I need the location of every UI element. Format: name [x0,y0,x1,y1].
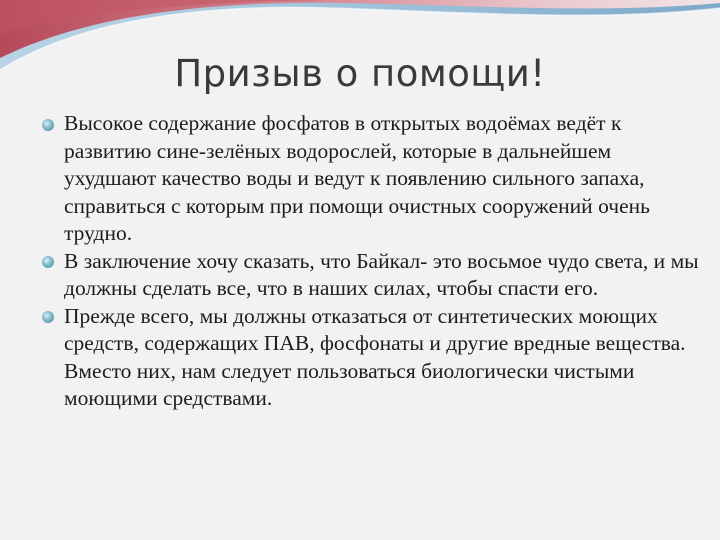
slide-title: Призыв о помощи! [174,52,546,95]
bullet-list [14,110,704,413]
bullet-item [14,110,704,248]
bullet-text: Прежде всего, мы должны отказаться от синтетических моющих средств, содержащих ПАВ, фосфонаты и другие вредные вещества. Вместо них, нам следует пользоваться биологически чистыми моющими средствами. [64,303,686,410]
bullet-item [14,248,704,303]
bullet-icon [42,119,54,131]
bullet-text: В заключение хочу сказать, что Байкал- это восьмое чудо света, и мы должны сделать все, что в наших силах, чтобы спасти его. [64,248,699,300]
bullet-icon [42,311,54,323]
bullet-item [14,303,704,413]
bullet-icon [42,256,54,268]
bullet-text: Высокое содержание фосфатов в открытых водоёмах ведёт к развитию сине-зелёных водорослей, которые в дальнейшем ухудшают качество воды и ведут к появлению сильного запаха, справиться с которым при помощи очистных сооружений очень трудно. [64,111,650,245]
